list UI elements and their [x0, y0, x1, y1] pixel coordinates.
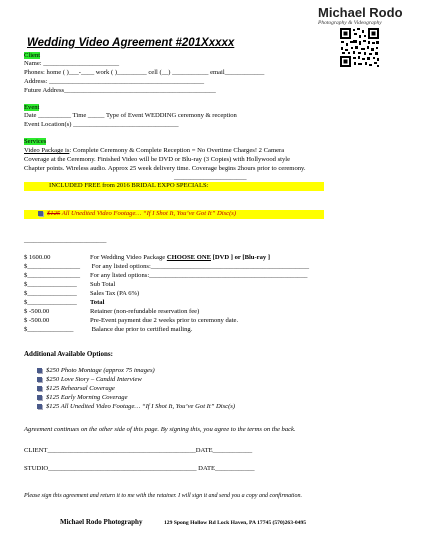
services-line-2: Coverage at the Ceremony. Finished Video will be DVD or Blu-ray (3 Copies) with Hollywood style — [24, 156, 291, 163]
price-row: $________________ For any listed options:________________________________________________ — [24, 263, 310, 270]
option-item: $125 Early Morning Coverage — [37, 394, 128, 402]
bullet-icon — [37, 404, 42, 409]
bullet-icon — [37, 377, 42, 382]
footer-address: 129 Spong Hollow Rd Lock Haven, PA 17745 (570)263-0495 — [164, 520, 307, 526]
free-item-row — [24, 210, 324, 219]
price-row: $________________ For any listed options:________________________________________________ — [24, 272, 308, 279]
bullet-icon — [37, 368, 42, 373]
agreement-note: Agreement continues on the other side of this page. By signing this, you agree to the terms on the back. — [24, 426, 296, 433]
included-free-text: INCLUDED FREE from 2016 BRIDAL EXPO SPECIALS: — [49, 182, 209, 189]
price-row: $_______________ Total — [24, 299, 105, 306]
client-heading: Client — [24, 52, 41, 59]
bullet-icon — [37, 386, 42, 391]
additional-options-heading: Additional Available Options: — [24, 350, 113, 358]
bullet-icon — [37, 395, 42, 400]
price-row: $ -500.00 Pre-Event payment due 2 weeks prior to ceremony date. — [24, 317, 239, 324]
services-rule: ______________________ — [174, 174, 247, 181]
logo-tagline: Photography & Videography — [318, 20, 382, 26]
services-heading: Services — [24, 138, 47, 145]
client-future-address-line: Future Address______________________________________________ — [24, 87, 216, 94]
event-location-line: Event Location(s) ________________________________ — [24, 121, 179, 128]
logo-name: Michael Rodo — [318, 5, 403, 20]
price-row: $______________ Balance due prior to certified mailing. — [24, 326, 193, 333]
included-free-banner — [24, 182, 324, 191]
video-package-label: Video Package is — [24, 147, 70, 154]
pricing-divider: _________________________ — [24, 237, 107, 244]
option-item: $250 Love Story – Candid Interview — [37, 376, 142, 384]
client-phones-line: Phones: home ( )___-____ work ( )_________ cell (__) ___________ email____________ — [24, 69, 265, 76]
services-line-3: Chapter points. Wireless audio. Approx 25 week delivery time. Coverage begins 2hours prior to ceremony. — [24, 165, 306, 172]
agreement-title: Wedding Video Agreement #201Xxxxx — [27, 37, 235, 49]
services-line-1 — [24, 147, 284, 155]
closing-note: Please sign this agreement and return it to me with the retainer. I will sign it and send you a copy and confirmation. — [24, 493, 302, 499]
choose-one-label: CHOOSE ONE — [166, 254, 211, 261]
studio-signature-line[interactable]: STUDIO_____________________________________________ DATE____________ — [24, 465, 255, 472]
price-row: $_______________ Sales Tax (PA 6%) — [24, 290, 140, 297]
free-item-price: $125 — [47, 210, 61, 217]
free-item-text: All Unedited Video Footage… “If I Shot It, You’ve Got It” Disc(s) — [60, 210, 237, 217]
client-name-line: Name: _______________________ — [24, 60, 120, 67]
bullet-icon — [38, 211, 43, 216]
footer-name: Michael Rodo Photography — [60, 518, 143, 526]
option-item: $125 All Unedited Video Footage… “If I Shot It, You’ve Got It” Disc(s) — [37, 403, 235, 411]
price-row: $_______________ Sub Total — [24, 281, 116, 288]
price-row: $ 1600.00 For Wedding Video Package CHOOSE ONE [DVD ] or [Blu-ray ] — [24, 254, 271, 261]
qr-code-icon — [339, 27, 380, 68]
client-address-line: Address: _______________________________________________ — [24, 78, 205, 85]
option-item: $250 Photo Montage (approx 75 images) — [37, 367, 155, 375]
event-heading: Event — [24, 104, 40, 111]
client-signature-line[interactable]: CLIENT_____________________________________________DATE____________ — [24, 447, 253, 454]
price-row: $ -500.00 Retainer (non-refundable reservation fee) — [24, 308, 200, 315]
services-line-1-text: : Complete Ceremony & Complete Reception = No Overtime Charges! 2 Camera — [69, 147, 285, 154]
event-date-line: Date __________ Time _____ Type of Event WEDDING ceremony & reception — [24, 112, 237, 119]
option-item: $125 Rehearsal Coverage — [37, 385, 115, 393]
